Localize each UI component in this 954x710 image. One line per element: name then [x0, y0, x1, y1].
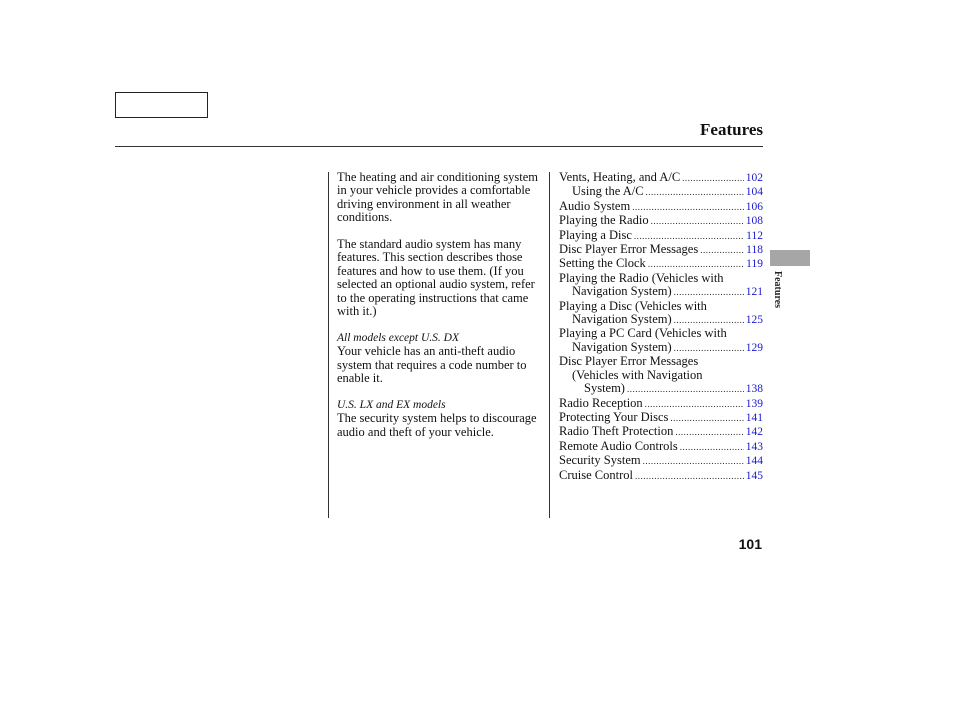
toc-entry-line: Playing a PC Card (Vehicles with [559, 326, 727, 341]
toc-page-link[interactable]: 119 [746, 258, 763, 271]
toc-entry[interactable] [559, 229, 763, 243]
toc-entry[interactable] [559, 411, 763, 425]
table-of-contents [559, 171, 763, 483]
toc-entry-label: Remote Audio Controls [559, 438, 678, 453]
toc-leader [682, 172, 744, 185]
toc-entry-line: Disc Player Error Messages [559, 354, 699, 369]
toc-leader [645, 398, 744, 411]
toc-entry-label: Audio System [559, 198, 631, 213]
toc-leader [634, 230, 744, 243]
toc-leader [675, 426, 743, 439]
toc-entry-label: Disc Player Error Messages [559, 242, 699, 257]
toc-leader [643, 455, 744, 468]
toc-entry[interactable] [559, 257, 763, 271]
toc-leader [700, 244, 744, 257]
column-divider-right [549, 172, 550, 518]
toc-entry-label: Navigation System) [572, 339, 672, 354]
column-divider-left [328, 172, 329, 518]
toc-entry-label: Playing a Disc [559, 227, 632, 242]
page-number: 101 [738, 536, 762, 552]
toc-entry-label: Radio Reception [559, 395, 643, 410]
toc-page-link[interactable]: 143 [745, 440, 763, 453]
intro-column [337, 171, 539, 439]
toc-leader [627, 383, 744, 396]
toc-page-link[interactable]: 102 [745, 172, 763, 184]
toc-page-link[interactable]: 118 [746, 244, 763, 257]
toc-entry[interactable] [559, 454, 763, 468]
toc-page-link[interactable]: 129 [745, 341, 763, 354]
model-note-label-1: All models except U.S. DX [337, 331, 459, 344]
header-rule [115, 146, 763, 147]
toc-entry-label: Using the A/C [572, 184, 644, 199]
toc-page-link[interactable]: 108 [745, 215, 763, 228]
toc-entry[interactable] [559, 214, 763, 228]
toc-entry-line: Playing a Disc (Vehicles with [559, 298, 707, 313]
toc-entry[interactable] [559, 469, 763, 483]
toc-entry-line: (Vehicles with Navigation [572, 367, 703, 382]
toc-entry-line: Playing the Radio (Vehicles with [559, 270, 724, 285]
toc-entry-label: Playing the Radio [559, 213, 649, 228]
toc-leader [680, 441, 744, 454]
toc-leader [674, 286, 744, 299]
toc-page-link[interactable]: 125 [745, 314, 763, 327]
toc-entry[interactable] [559, 171, 763, 185]
toc-entry[interactable] [559, 200, 763, 214]
toc-entry-label: Vents, Heating, and A/C [559, 170, 681, 184]
toc-leader [632, 201, 744, 214]
toc-entry-label: Setting the Clock [559, 256, 646, 271]
toc-page-link[interactable]: 145 [745, 469, 763, 482]
toc-leader [635, 470, 744, 483]
toc-entry-label: Radio Theft Protection [559, 424, 674, 439]
toc-entry[interactable] [559, 382, 763, 396]
toc-entry[interactable] [559, 397, 763, 411]
toc-entry[interactable] [559, 440, 763, 454]
toc-page-link[interactable]: 141 [745, 411, 763, 424]
toc-entry-label: System) [584, 381, 625, 396]
toc-leader [646, 186, 744, 199]
toc-entry[interactable] [559, 185, 763, 199]
toc-page-link[interactable]: 142 [745, 426, 763, 439]
toc-entry-label: Security System [559, 453, 641, 468]
toc-page-link[interactable]: 104 [745, 186, 763, 199]
toc-page-link[interactable]: 106 [745, 200, 763, 213]
toc-leader [674, 342, 744, 355]
model-note-label-2: U.S. LX and EX models [337, 398, 446, 411]
toc-leader [670, 412, 743, 425]
toc-entry-label: Navigation System) [572, 284, 672, 299]
toc-entry-label: Protecting Your Discs [559, 409, 669, 424]
toc-leader [648, 258, 744, 271]
toc-entry[interactable] [559, 285, 763, 299]
header-blank-box [115, 92, 208, 118]
toc-entry-label: Cruise Control [559, 467, 633, 482]
toc-page-link[interactable]: 121 [745, 286, 763, 299]
toc-page-link[interactable]: 144 [745, 455, 763, 468]
toc-entry-label: Navigation System) [572, 312, 672, 327]
model-note-text-2: The security system helps to discourage audio and theft of your vehicle. [337, 411, 537, 439]
intro-paragraph-2: The standard audio system has many features. This section describes those features and how to use them. (If you selected an optional audio system, refer to the operating instructions that came with it.) [337, 237, 535, 319]
toc-leader [674, 314, 744, 327]
toc-page-link[interactable]: 138 [745, 383, 763, 396]
intro-paragraph-1: The heating and air conditioning system in your vehicle provides a comfortable driving environment in all weather conditions. [337, 170, 538, 225]
model-note-text-1: Your vehicle has an anti-theft audio system that requires a code number to enable it. [337, 344, 527, 386]
toc-leader [651, 215, 744, 228]
toc-entry[interactable] [559, 425, 763, 439]
toc-page-link[interactable]: 112 [746, 229, 763, 242]
page-title: Features [700, 120, 763, 139]
toc-page-link[interactable]: 139 [745, 397, 763, 410]
toc-entry[interactable] [559, 243, 763, 257]
section-tab [770, 250, 810, 266]
toc-entry[interactable] [559, 313, 763, 327]
toc-entry[interactable] [559, 341, 763, 355]
section-tab-label: Features [772, 271, 783, 309]
